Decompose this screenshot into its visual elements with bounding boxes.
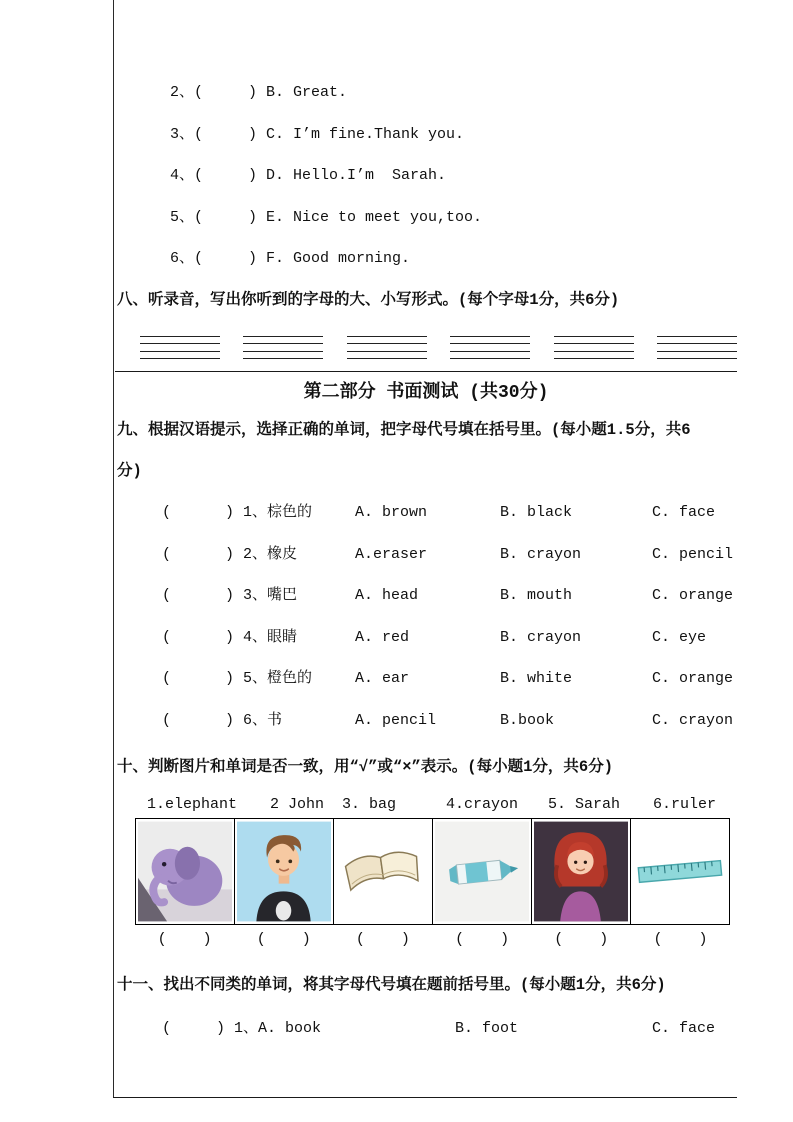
page-bottom-border-line — [113, 1097, 737, 1098]
question-row-6 — [162, 711, 733, 753]
part2-title: 第二部分 书面测试 (共30分) — [303, 383, 549, 403]
picture-cell-sarah — [532, 819, 631, 924]
question-stem: ( ) 6、书 — [162, 711, 283, 729]
question-stem: ( ) 2、橡皮 — [162, 545, 298, 563]
picture-label-1: 1.elephant — [147, 796, 238, 813]
picture-label-2: 2 John — [270, 796, 325, 813]
option-c: C. pencil — [652, 545, 734, 563]
option-b: B. crayon — [500, 545, 582, 563]
picture-label-5: 5. Sarah — [548, 796, 621, 813]
question-stem: ( ) 1、棕色的 — [162, 504, 313, 521]
writing-lines-group-6 — [657, 336, 737, 359]
picture-cell-elephant — [136, 819, 235, 924]
match-item-5: 5、( ) E. Nice to meet you,too. — [170, 208, 483, 226]
option-b: B. foot — [455, 1020, 519, 1037]
question-row-3 — [162, 586, 733, 628]
writing-lines-group-1 — [140, 336, 220, 359]
option-b: B.book — [500, 711, 555, 729]
listening-match-list — [170, 83, 482, 291]
answer-blank-5: ( ) — [554, 931, 609, 948]
picture-label-6: 6.ruler — [653, 796, 717, 813]
match-item-3: 3、( ) C. I’m fine.Thank you. — [170, 125, 465, 143]
option-c: C. face — [652, 504, 716, 521]
picture-cell-book — [334, 819, 433, 924]
option-c: C. orange — [652, 587, 734, 604]
section9-question-list — [162, 503, 733, 752]
section11-heading: 十一、找出不同类的单词，将其字母代号填在题前括号里。(每小题1分，共6分) — [117, 976, 666, 994]
option-a: A. head — [355, 587, 419, 604]
open-book-image — [336, 821, 430, 922]
picture-cell-ruler — [631, 819, 729, 924]
match-item-4: 4、( ) D. Hello.I’m Sarah. — [170, 167, 447, 184]
picture-cell-john — [235, 819, 334, 924]
question-row-1 — [162, 1019, 715, 1061]
option-a: A. red — [355, 628, 410, 646]
picture-label-3: 3. bag — [342, 796, 397, 813]
section8-heading: 八、听录音，写出你听到的字母的大、小写形式。(每个字母1分，共6分) — [117, 291, 620, 309]
answer-blank-6: ( ) — [653, 931, 708, 948]
option-c: C. orange — [652, 670, 734, 687]
picture-word-labels — [135, 796, 729, 814]
crayon-image — [435, 821, 529, 922]
option-b: B. crayon — [500, 628, 582, 646]
writing-lines-group-3 — [347, 336, 427, 359]
question-stem: ( ) 5、橙色的 — [162, 670, 313, 687]
match-item-6: 6、( ) F. Good morning. — [170, 250, 411, 267]
option-b: B. white — [500, 670, 573, 687]
question-row-4 — [162, 628, 733, 670]
letter-writing-blanks — [140, 336, 737, 359]
answer-blank-4: ( ) — [455, 931, 510, 948]
answer-blank-2: ( ) — [256, 931, 311, 948]
option-c: C. eye — [652, 628, 707, 646]
section11-question-list — [162, 1019, 715, 1061]
page-left-border-line — [113, 0, 114, 1098]
match-item-2: 2、( ) B. Great. — [170, 84, 348, 101]
answer-blank-1: ( ) — [157, 931, 212, 948]
section10-heading: 十、判断图片和单词是否一致，用“√”或“×”表示。(每小题1分，共6分) — [117, 758, 614, 776]
option-a: A. ear — [355, 670, 410, 687]
picture-cell-crayon — [433, 819, 532, 924]
question-stem: ( ) 4、眼睛 — [162, 628, 298, 646]
option-a: A.eraser — [355, 545, 428, 563]
writing-lines-group-2 — [243, 336, 323, 359]
elephant-image — [138, 821, 232, 922]
writing-lines-group-4 — [450, 336, 530, 359]
question-stem: ( ) 1、A. book — [162, 1020, 322, 1037]
option-c: C. crayon — [652, 711, 734, 729]
writing-row-underline — [115, 371, 737, 372]
option-a: A. brown — [355, 504, 428, 521]
option-b: B. black — [500, 504, 573, 521]
picture-answer-blanks — [135, 930, 730, 950]
option-c: C. face — [652, 1020, 716, 1037]
picture-label-4: 4.crayon — [446, 796, 519, 813]
question-stem: ( ) 3、嘴巴 — [162, 587, 298, 604]
question-row-5 — [162, 669, 733, 711]
ruler-image — [633, 821, 727, 922]
question-row-2 — [162, 545, 733, 587]
question-row-1 — [162, 503, 733, 545]
option-b: B. mouth — [500, 587, 573, 604]
writing-lines-group-5 — [554, 336, 634, 359]
boy-john-image — [237, 821, 331, 922]
answer-blank-3: ( ) — [355, 931, 410, 948]
option-a: A. pencil — [355, 711, 437, 729]
section9-heading: 九、根据汉语提示，选择正确的单词，把字母代号填在括号里。(每小题1.5分，共6分) — [117, 421, 691, 480]
girl-sarah-image — [534, 821, 628, 922]
picture-table — [135, 818, 730, 925]
